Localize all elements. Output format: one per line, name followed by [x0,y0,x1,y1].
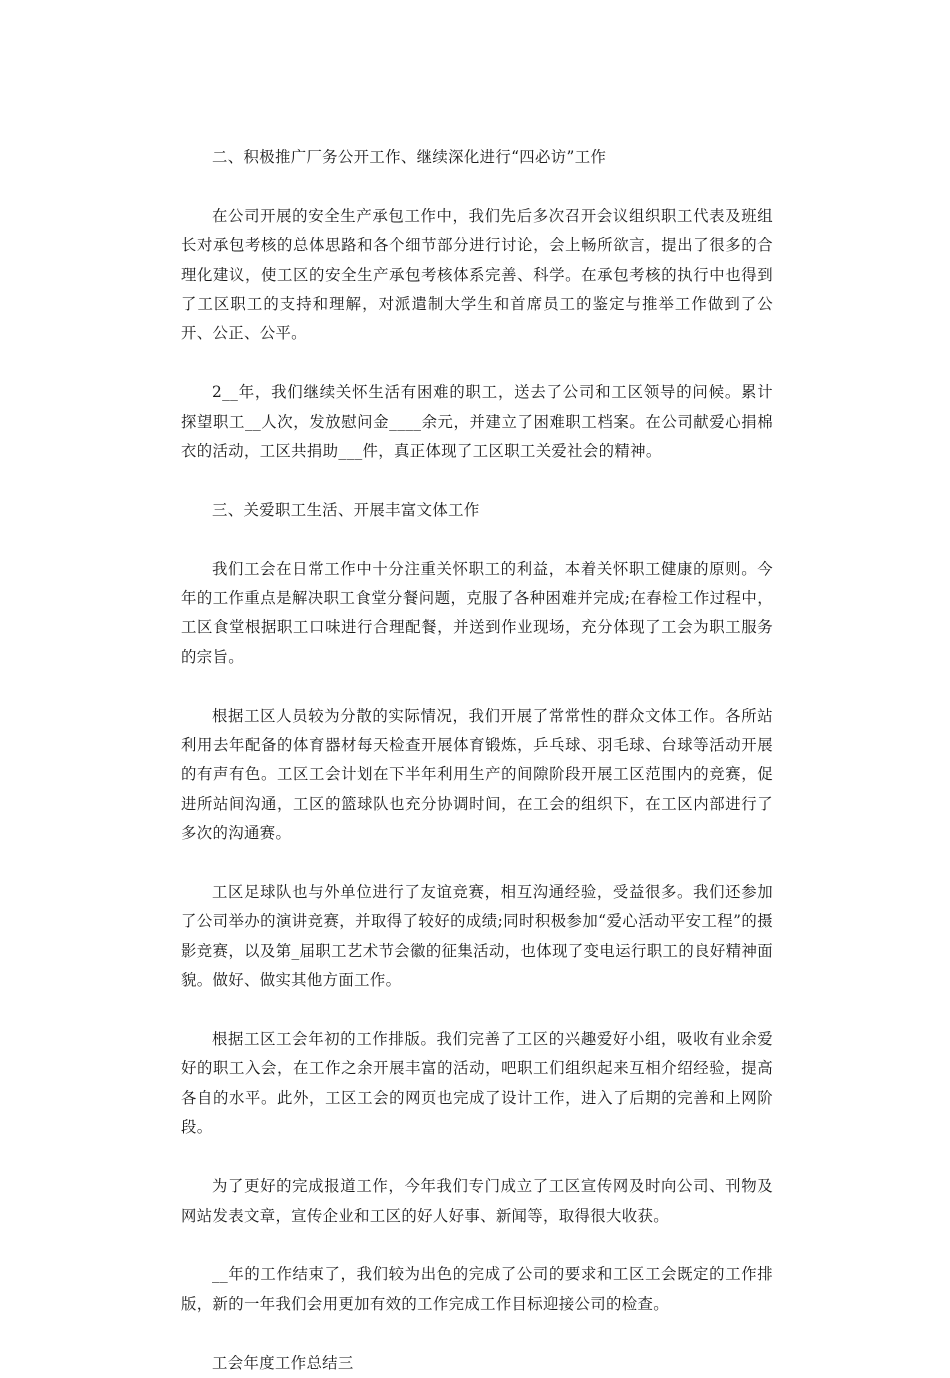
spacer [181,172,773,201]
spacer [181,1319,773,1348]
section-heading-3: 三、关爱职工生活、开展丰富文体工作 [212,500,480,519]
spacer [181,996,773,1025]
paragraph-football-competitions: 工区足球队也与外单位进行了友谊竞赛，相互沟通经验，受益很多。我们还参加了公司举办的演讲竞赛，并取得了较好的成绩;同时积极参加“爱心活动平安工程”的摄影竞赛，以及第_届职工艺术节会徽的征集活动，也体现了变电运行职工的良好精神面貌。做好、做实其他方面工作。 [181,883,773,990]
paragraph-canteen: 我们工会在日常工作中十分注重关怀职工的利益，本着关怀职工健康的原则。今年的工作重点是解决职工食堂分餐问题，克服了各种困难并完成;在春检工作过程中，工区食堂根据职工口味进行合理配餐，并送到作业现场，充分体现了工会为职工服务的宗旨。 [181,559,773,666]
next-section-title: 工会年度工作总结三 [212,1353,354,1372]
paragraph-contract-work: 在公司开展的安全生产承包工作中，我们先后多次召开会议组织职工代表及班组长对承包考核的总体思路和各个细节部分进行讨论，会上畅所欲言，提出了很多的合理化建议，使工区的安全生产承包考核体系完善、科学。在承包考核的执行中也得到了工区职工的支持和理解，对派遣制大学生和首席员工的鉴定与推举工作做到了公开、公正、公平。 [181,206,773,343]
spacer [181,466,773,495]
spacer [181,1143,773,1172]
section-heading-2: 二、积极推广厂务公开工作、继续深化进行“四必访”工作 [212,148,607,166]
spacer [181,349,773,378]
document-page [181,143,773,1378]
paragraph-care-visits: 2__年，我们继续关怀生活有困难的职工，送去了公司和工区领导的问候。累计探望职工__人次，发放慰问金____余元，并建立了困难职工档案。在公司献爱心捐棉衣的活动，工区共捐助___件，真正体现了工区职工关爱社会的精神。 [181,383,773,461]
spacer [181,672,773,701]
spacer [181,1231,773,1260]
paragraph-interest-groups: 根据工区工会年初的工作排版。我们完善了工区的兴趣爱好小组，吸收有业余爱好的职工入会，在工作之余开展丰富的活动，吧职工们组织起来互相介绍经验，提高各自的水平。此外，工区工会的网页也完成了设计工作，进入了后期的完善和上网阶段。 [181,1030,773,1137]
paragraph-publicity: 为了更好的完成报道工作，今年我们专门成立了工区宣传网及时向公司、刊物及网站发表文章，宣传企业和工区的好人好事、新闻等，取得很大收获。 [181,1177,773,1225]
spacer [181,849,773,878]
paragraph-conclusion: __年的工作结束了，我们较为出色的完成了公司的要求和工区工会既定的工作排版，新的一年我们会用更加有效的工作完成工作目标迎接公司的检查。 [181,1265,773,1313]
spacer [181,525,773,554]
paragraph-sports-activities: 根据工区人员较为分散的实际情况，我们开展了常常性的群众文体工作。各所站利用去年配备的体育器材每天检查开展体育锻炼，乒乓球、羽毛球、台球等活动开展的有声有色。工区工会计划在下半年利用生产的间隙阶段开展工区范围内的竞赛，促进所站间沟通，工区的篮球队也充分协调时间，在工会的组织下，在工区内部进行了多次的沟通赛。 [181,706,773,843]
